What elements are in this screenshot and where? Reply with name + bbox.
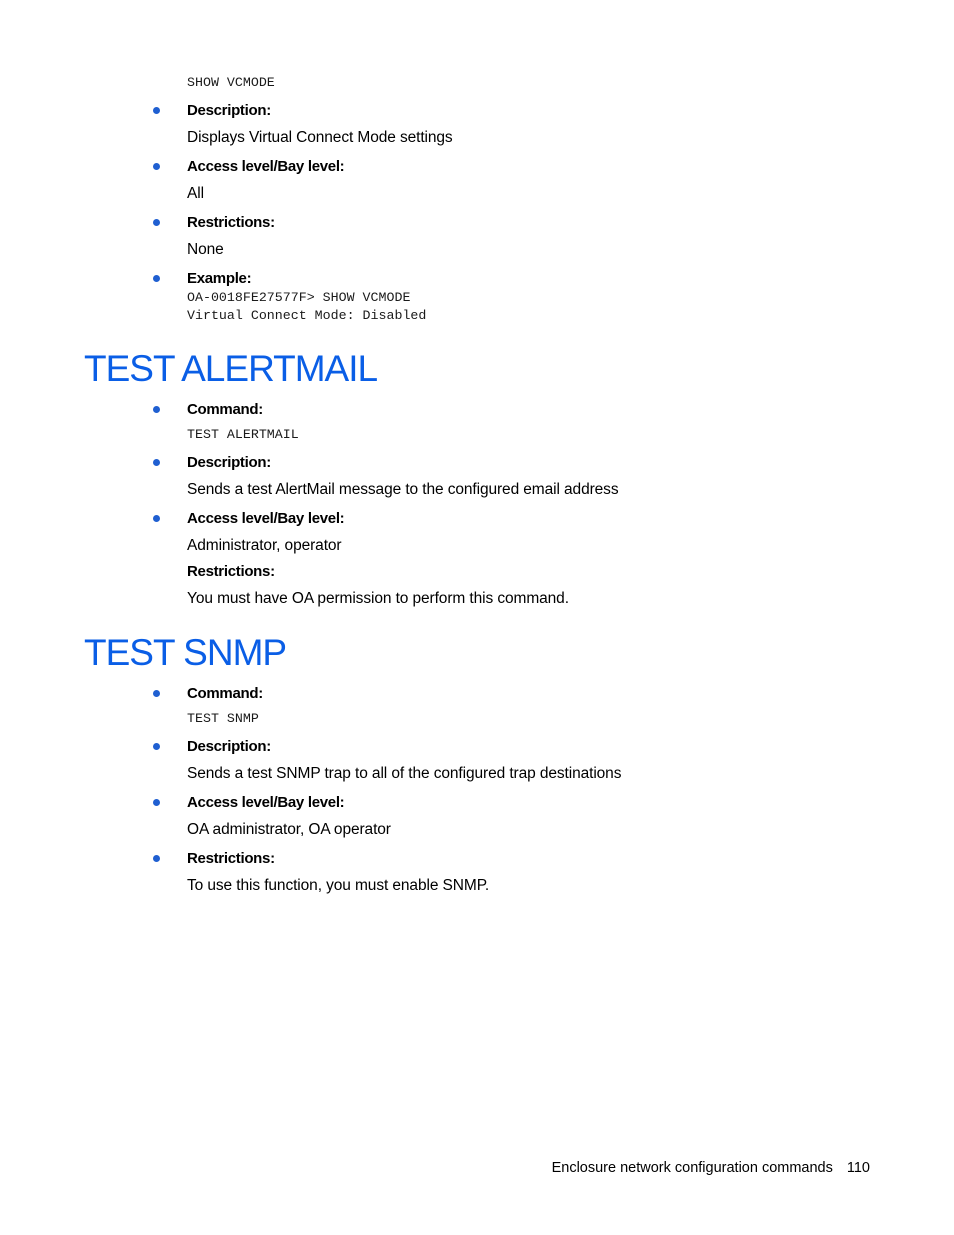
access-level-text: OA administrator, OA operator [187, 821, 391, 838]
access-level-label: Access level/Bay level: [187, 794, 345, 811]
example-label: Example: [187, 270, 252, 287]
section-heading-test-snmp: TEST SNMP [84, 632, 287, 673]
example-code-line: Virtual Connect Mode: Disabled [187, 308, 427, 323]
command-code: TEST SNMP [187, 711, 259, 726]
access-level-text: Administrator, operator [187, 537, 342, 554]
access-level-label: Access level/Bay level: [187, 158, 345, 175]
description-text: Displays Virtual Connect Mode settings [187, 129, 453, 146]
bullet-icon [153, 219, 160, 226]
command-code: TEST ALERTMAIL [187, 427, 299, 442]
bullet-icon [153, 515, 160, 522]
command-code: SHOW VCMODE [187, 75, 275, 90]
bullet-icon [153, 406, 160, 413]
access-level-text: All [187, 185, 204, 202]
description-label: Description: [187, 102, 271, 119]
restrictions-label: Restrictions: [187, 563, 275, 580]
restrictions-text: You must have OA permission to perform this command. [187, 590, 569, 607]
bullet-icon [153, 107, 160, 114]
restrictions-label: Restrictions: [187, 214, 275, 231]
page-footer [552, 1159, 870, 1177]
page-number: 110 [846, 1160, 870, 1176]
bullet-icon [153, 275, 160, 282]
footer-section-title: Enclosure network configuration commands [551, 1160, 833, 1176]
restrictions-text: None [187, 241, 224, 258]
description-label: Description: [187, 454, 271, 471]
example-code-line: OA-0018FE27577F> SHOW VCMODE [187, 290, 411, 305]
access-level-label: Access level/Bay level: [187, 510, 345, 527]
bullet-icon [153, 743, 160, 750]
restrictions-label: Restrictions: [187, 850, 275, 867]
description-text: Sends a test AlertMail message to the configured email address [187, 481, 619, 498]
section-heading-test-alertmail: TEST ALERTMAIL [84, 348, 378, 389]
bullet-icon [153, 690, 160, 697]
bullet-icon [153, 855, 160, 862]
restrictions-text: To use this function, you must enable SNMP. [187, 877, 490, 894]
description-text: Sends a test SNMP trap to all of the configured trap destinations [187, 765, 622, 782]
bullet-icon [153, 459, 160, 466]
bullet-icon [153, 799, 160, 806]
command-label: Command: [187, 401, 263, 418]
bullet-icon [153, 163, 160, 170]
description-label: Description: [187, 738, 271, 755]
command-label: Command: [187, 685, 263, 702]
